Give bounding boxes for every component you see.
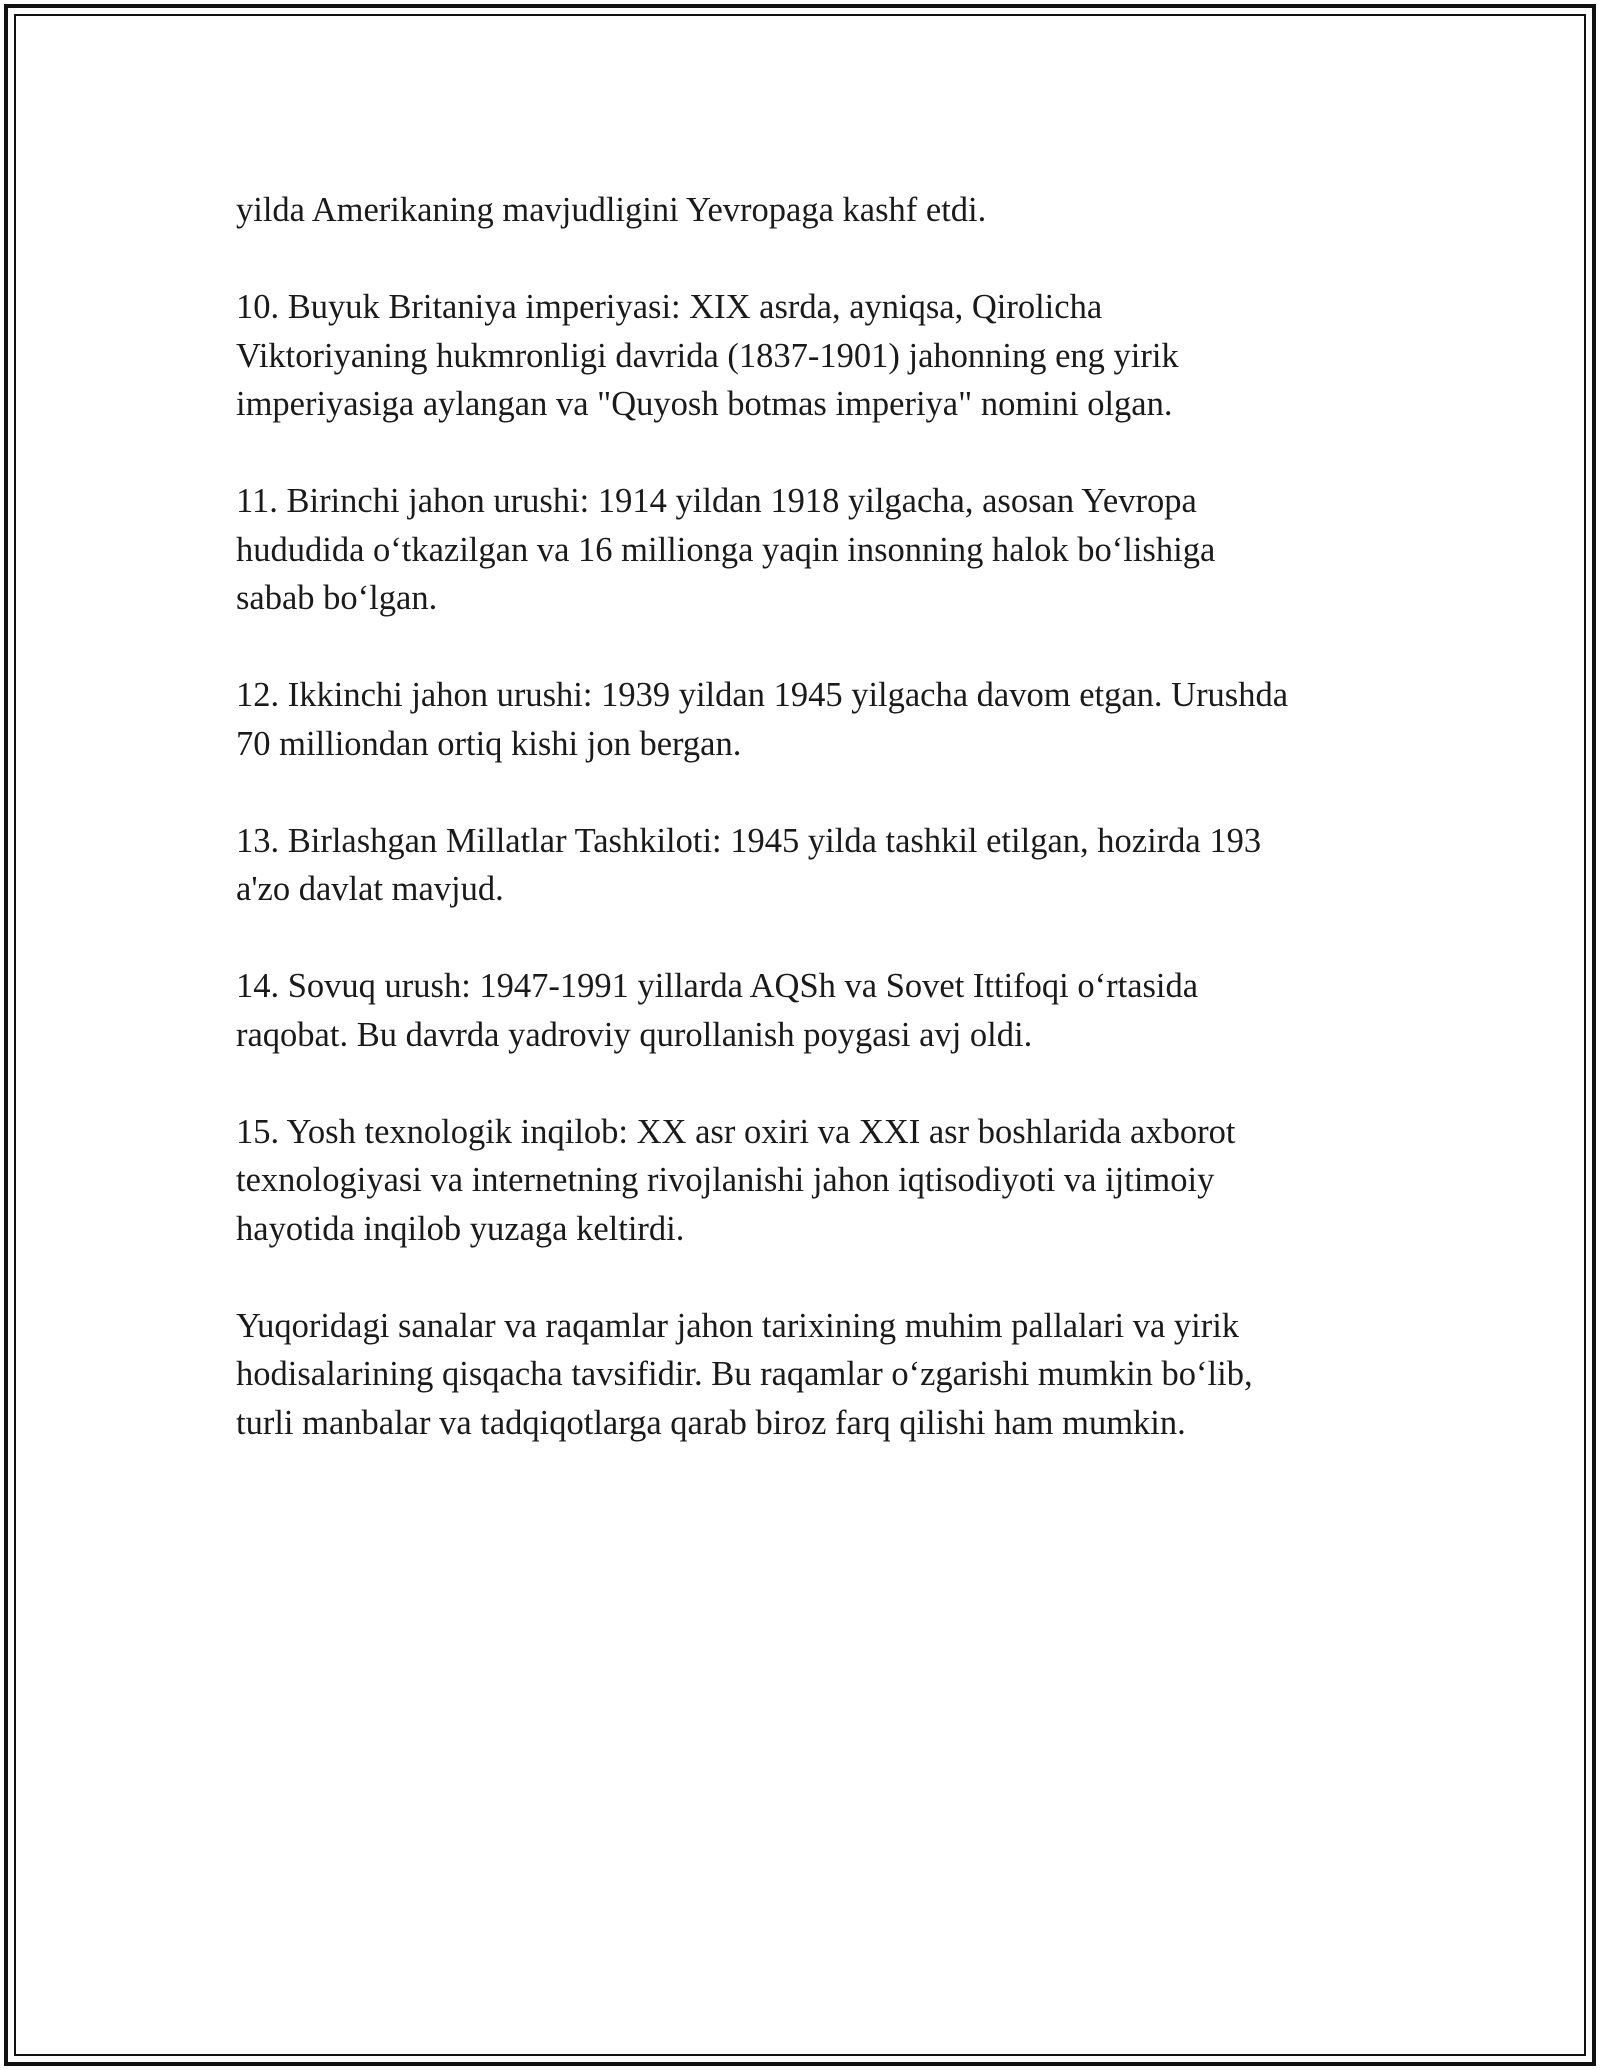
paragraph-item-12 <box>236 671 1376 768</box>
text-line: a'zo davlat mavjud. <box>236 870 504 908</box>
paragraph-item-10 <box>236 283 1376 429</box>
text-line: 10. Buyuk Britaniya imperiyasi: XIX asrda, ayniqsa, Qirolicha <box>236 288 1103 326</box>
text-line: imperiyasiga aylangan va "Quyosh botmas imperiya" nomini olgan. <box>236 385 1173 423</box>
text-line: 12. Ikkinchi jahon urushi: 1939 yildan 1945 yilgacha davom etgan. Urushda <box>236 676 1289 714</box>
text-line: hududida o‘tkazilgan va 16 millionga yaqin insonning halok bo‘lishiga <box>236 530 1216 569</box>
paragraph-item-15 <box>236 1108 1376 1254</box>
text-line: hodisalarining qisqacha tavsifidir. Bu raqamlar o‘zgarishi mumkin bo‘lib, <box>236 1355 1253 1393</box>
paragraph-item-11 <box>236 477 1376 623</box>
text-line: raqobat. Bu davrda yadroviy qurollanish poygasi avj oldi. <box>236 1015 1033 1054</box>
text-line: hayotida inqilob yuzaga keltirdi. <box>236 1209 685 1248</box>
text-line: sabab bo‘lgan. <box>236 579 438 617</box>
document-body <box>236 186 1376 1496</box>
text-line: Yuqoridagi sanalar va raqamlar jahon tarixining muhim pallalari va yirik <box>236 1306 1240 1345</box>
paragraph-item-14 <box>236 962 1376 1059</box>
text-line: 70 milliondan ortiq kishi jon bergan. <box>236 724 742 763</box>
text-line: 11. Birinchi jahon urushi: 1914 yildan 1918 yilgacha, asosan Yevropa <box>236 482 1197 520</box>
paragraph-continuation <box>236 186 1376 235</box>
text-line: 13. Birlashgan Millatlar Tashkiloti: 1945 yilda tashkil etilgan, hozirda 193 <box>236 821 1262 860</box>
text-line: turli manbalar va tadqiqotlarga qarab biroz farq qilishi ham mumkin. <box>236 1403 1186 1442</box>
paragraph-item-13 <box>236 817 1376 914</box>
text-line: 15. Yosh texnologik inqilob: XX asr oxiri va XXI asr boshlarida axborot <box>236 1112 1236 1151</box>
text-line: Viktoriyaning hukmronligi davrida (1837-1901) jahonning eng yirik <box>236 336 1179 375</box>
text-line: 14. Sovuq urush: 1947-1991 yillarda AQSh va Sovet Ittifoqi o‘rtasida <box>236 967 1199 1005</box>
text-line: texnologiyasi va internetning rivojlanishi jahon iqtisodiyoti va ijtimoiy <box>236 1161 1215 1199</box>
text-line: yilda Amerikaning mavjudligini Yevropaga kashf etdi. <box>236 191 987 229</box>
paragraph-conclusion <box>236 1302 1376 1448</box>
